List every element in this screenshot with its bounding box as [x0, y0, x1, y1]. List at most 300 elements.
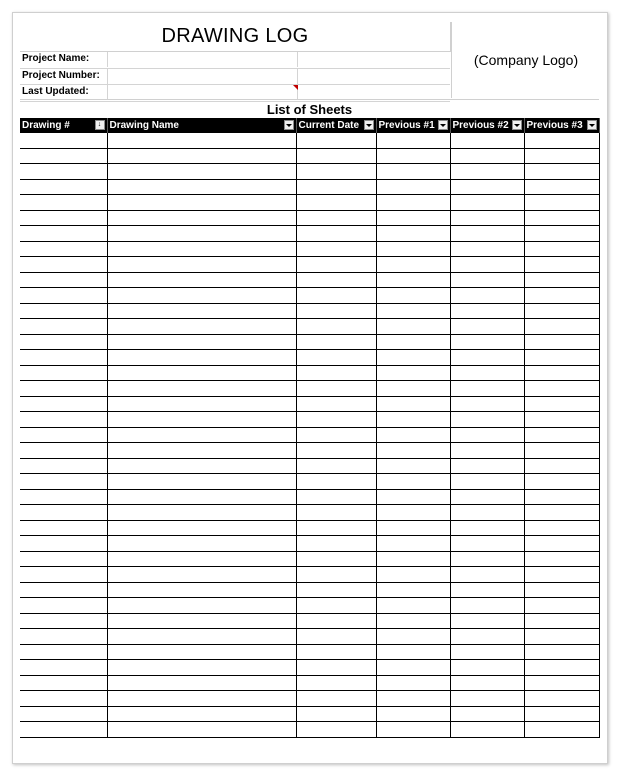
- table-cell[interactable]: [524, 365, 599, 381]
- table-cell[interactable]: [107, 458, 296, 474]
- table-cell[interactable]: [296, 551, 376, 567]
- table-row: [20, 210, 599, 226]
- table-cell[interactable]: [296, 396, 376, 412]
- table-row: [20, 365, 599, 381]
- table-cell[interactable]: [20, 288, 107, 304]
- table-cell[interactable]: [20, 582, 107, 598]
- table-cell[interactable]: [524, 241, 599, 257]
- table-cell[interactable]: [450, 443, 524, 459]
- table-cell[interactable]: [296, 722, 376, 738]
- table-cell[interactable]: [450, 551, 524, 567]
- table-cell[interactable]: [524, 427, 599, 443]
- table-cell[interactable]: [296, 458, 376, 474]
- table-cell[interactable]: [376, 691, 450, 707]
- last-updated-label: Last Updated:: [22, 86, 89, 97]
- table-cell[interactable]: [20, 722, 107, 738]
- table-cell[interactable]: [296, 629, 376, 645]
- table-cell[interactable]: [296, 567, 376, 583]
- table-cell[interactable]: [296, 582, 376, 598]
- table-cell[interactable]: [376, 179, 450, 195]
- table-cell[interactable]: [450, 598, 524, 614]
- table-cell[interactable]: [107, 660, 296, 676]
- table-cell[interactable]: [107, 179, 296, 195]
- table-cell[interactable]: [20, 644, 107, 660]
- table-cell[interactable]: [524, 195, 599, 211]
- table-cell[interactable]: [450, 722, 524, 738]
- project-name-row: [20, 52, 450, 69]
- table-cell[interactable]: [20, 691, 107, 707]
- table-row: [20, 303, 599, 319]
- table-cell[interactable]: [20, 443, 107, 459]
- table-cell[interactable]: [20, 675, 107, 691]
- table-cell[interactable]: [107, 505, 296, 521]
- table-cell[interactable]: [524, 598, 599, 614]
- table-cell[interactable]: [20, 474, 107, 490]
- table-cell[interactable]: [296, 613, 376, 629]
- table-cell[interactable]: [376, 567, 450, 583]
- table-cell[interactable]: [524, 257, 599, 273]
- table-cell[interactable]: [296, 241, 376, 257]
- table-cell[interactable]: [376, 722, 450, 738]
- table-cell[interactable]: [20, 598, 107, 614]
- page-title: DRAWING LOG: [20, 22, 451, 52]
- table-cell[interactable]: [376, 334, 450, 350]
- table-cell[interactable]: [296, 303, 376, 319]
- table-cell[interactable]: [524, 288, 599, 304]
- table-cell[interactable]: [376, 536, 450, 552]
- table-row: [20, 133, 599, 148]
- table-cell[interactable]: [376, 272, 450, 288]
- table-cell[interactable]: [20, 164, 107, 180]
- table-cell[interactable]: [450, 350, 524, 366]
- table-row: [20, 148, 599, 164]
- table-cell[interactable]: [296, 644, 376, 660]
- table-cell[interactable]: [524, 319, 599, 335]
- table-cell[interactable]: [20, 520, 107, 536]
- table-cell[interactable]: [524, 520, 599, 536]
- table-cell[interactable]: [296, 195, 376, 211]
- table-cell[interactable]: [107, 536, 296, 552]
- table-cell[interactable]: [524, 412, 599, 428]
- column-header: [450, 118, 524, 133]
- table-cell[interactable]: [450, 179, 524, 195]
- table-cell[interactable]: [524, 660, 599, 676]
- table-cell[interactable]: [450, 319, 524, 335]
- table-cell[interactable]: [450, 334, 524, 350]
- table-cell[interactable]: [107, 319, 296, 335]
- table-cell[interactable]: [450, 505, 524, 521]
- table-cell[interactable]: [450, 195, 524, 211]
- table-cell[interactable]: [107, 722, 296, 738]
- table-row: [20, 536, 599, 552]
- table-cell[interactable]: [107, 412, 296, 428]
- column-header: [20, 118, 107, 133]
- table-cell[interactable]: [450, 133, 524, 148]
- table-cell[interactable]: [107, 334, 296, 350]
- table-cell[interactable]: [296, 319, 376, 335]
- table-cell[interactable]: [524, 443, 599, 459]
- table-cell[interactable]: [376, 195, 450, 211]
- table-cell[interactable]: [296, 598, 376, 614]
- project-name-label: Project Name:: [22, 53, 90, 64]
- table-cell[interactable]: [524, 675, 599, 691]
- table-cell[interactable]: [107, 582, 296, 598]
- table-cell[interactable]: [296, 148, 376, 164]
- table-cell[interactable]: [296, 443, 376, 459]
- table-cell[interactable]: [107, 443, 296, 459]
- project-number-field[interactable]: [107, 69, 298, 84]
- table-cell[interactable]: [20, 427, 107, 443]
- table-cell[interactable]: [524, 164, 599, 180]
- table-cell[interactable]: [524, 210, 599, 226]
- table-cell[interactable]: [376, 629, 450, 645]
- table-cell[interactable]: [296, 334, 376, 350]
- table-cell[interactable]: [524, 474, 599, 490]
- table-cell[interactable]: [107, 474, 296, 490]
- table-row: [20, 644, 599, 660]
- table-cell[interactable]: [376, 241, 450, 257]
- table-cell[interactable]: [524, 381, 599, 397]
- filter-dropdown-icon[interactable]: [512, 120, 522, 130]
- table-cell[interactable]: [376, 613, 450, 629]
- table-cell[interactable]: [376, 551, 450, 567]
- table-cell[interactable]: [376, 474, 450, 490]
- table-body: [20, 133, 599, 737]
- table-cell[interactable]: [107, 567, 296, 583]
- table-cell[interactable]: [107, 551, 296, 567]
- filter-dropdown-icon[interactable]: [587, 120, 597, 130]
- table-row: [20, 195, 599, 211]
- table-cell[interactable]: [376, 226, 450, 242]
- table-cell[interactable]: [524, 272, 599, 288]
- table-cell[interactable]: [524, 148, 599, 164]
- table-cell[interactable]: [20, 660, 107, 676]
- table-cell[interactable]: [296, 536, 376, 552]
- table-cell[interactable]: [20, 148, 107, 164]
- table-cell[interactable]: [296, 412, 376, 428]
- table-cell[interactable]: [20, 365, 107, 381]
- table-cell[interactable]: [20, 303, 107, 319]
- filter-dropdown-icon[interactable]: [364, 120, 374, 130]
- column-header-label: Drawing Name: [109, 120, 179, 131]
- table-row: [20, 474, 599, 490]
- table-cell[interactable]: [376, 257, 450, 273]
- table-cell[interactable]: [450, 272, 524, 288]
- table-row: [20, 675, 599, 691]
- table-row: [20, 288, 599, 304]
- table-cell[interactable]: [376, 598, 450, 614]
- table-cell[interactable]: [107, 489, 296, 505]
- table-row: [20, 691, 599, 707]
- last-updated-field[interactable]: [107, 85, 298, 100]
- table-cell[interactable]: [107, 133, 296, 148]
- table-cell[interactable]: [524, 489, 599, 505]
- table-cell[interactable]: [20, 567, 107, 583]
- column-header: [107, 118, 296, 133]
- table-cell[interactable]: [376, 303, 450, 319]
- table-cell[interactable]: [524, 567, 599, 583]
- table-cell[interactable]: [20, 334, 107, 350]
- table-cell[interactable]: [524, 536, 599, 552]
- table-cell[interactable]: [107, 691, 296, 707]
- table-cell[interactable]: [524, 350, 599, 366]
- table-cell[interactable]: [296, 179, 376, 195]
- table-cell[interactable]: [296, 505, 376, 521]
- table-cell[interactable]: [450, 412, 524, 428]
- table-cell[interactable]: [107, 675, 296, 691]
- table-cell[interactable]: [376, 505, 450, 521]
- table-cell[interactable]: [376, 381, 450, 397]
- table-cell[interactable]: [376, 164, 450, 180]
- sheets-table-container: [20, 118, 599, 738]
- table-cell[interactable]: [376, 443, 450, 459]
- table-cell[interactable]: [524, 644, 599, 660]
- table-cell[interactable]: [296, 427, 376, 443]
- table-cell[interactable]: [524, 706, 599, 722]
- table-cell[interactable]: [107, 303, 296, 319]
- table-cell[interactable]: [296, 365, 376, 381]
- column-header-label: Current Date: [298, 120, 360, 131]
- table-cell[interactable]: [524, 722, 599, 738]
- table-row: [20, 551, 599, 567]
- table-cell[interactable]: [107, 613, 296, 629]
- table-cell[interactable]: [296, 660, 376, 676]
- table-cell[interactable]: [107, 644, 296, 660]
- table-cell[interactable]: [296, 288, 376, 304]
- table-cell[interactable]: [450, 381, 524, 397]
- sheets-table: [20, 118, 600, 738]
- table-cell[interactable]: [296, 133, 376, 148]
- comment-indicator-icon[interactable]: [293, 85, 298, 90]
- filter-dropdown-icon[interactable]: [438, 120, 448, 130]
- table-cell[interactable]: [20, 536, 107, 552]
- table-cell[interactable]: [296, 675, 376, 691]
- table-row: [20, 412, 599, 428]
- table-cell[interactable]: [20, 241, 107, 257]
- table-cell[interactable]: [450, 582, 524, 598]
- table-cell[interactable]: [107, 598, 296, 614]
- table-cell[interactable]: [450, 675, 524, 691]
- column-header: [524, 118, 599, 133]
- table-cell[interactable]: [296, 226, 376, 242]
- table-cell[interactable]: [524, 551, 599, 567]
- table-cell[interactable]: [107, 241, 296, 257]
- table-cell[interactable]: [20, 458, 107, 474]
- table-row: [20, 179, 599, 195]
- table-row: [20, 520, 599, 536]
- table-cell[interactable]: [376, 350, 450, 366]
- table-cell[interactable]: [376, 133, 450, 148]
- table-cell[interactable]: [376, 210, 450, 226]
- table-cell[interactable]: [524, 458, 599, 474]
- table-cell[interactable]: [450, 210, 524, 226]
- column-header-label: Previous #1: [378, 120, 435, 131]
- table-row: [20, 396, 599, 412]
- table-row: [20, 613, 599, 629]
- table-cell[interactable]: [107, 148, 296, 164]
- table-cell[interactable]: [20, 133, 107, 148]
- table-cell[interactable]: [524, 582, 599, 598]
- table-cell[interactable]: [450, 365, 524, 381]
- table-cell[interactable]: [524, 691, 599, 707]
- sort-az-icon[interactable]: ↓: [95, 120, 105, 130]
- table-cell[interactable]: [20, 706, 107, 722]
- table-row: [20, 489, 599, 505]
- table-header-row: [20, 118, 599, 133]
- table-row: [20, 722, 599, 738]
- table-cell[interactable]: [107, 164, 296, 180]
- table-cell[interactable]: [450, 644, 524, 660]
- table-cell[interactable]: [20, 319, 107, 335]
- table-cell[interactable]: [376, 582, 450, 598]
- table-cell[interactable]: [376, 644, 450, 660]
- table-cell[interactable]: [107, 381, 296, 397]
- table-cell[interactable]: [524, 505, 599, 521]
- table-cell[interactable]: [20, 257, 107, 273]
- table-cell[interactable]: [20, 210, 107, 226]
- table-cell[interactable]: [20, 272, 107, 288]
- column-header: [376, 118, 450, 133]
- project-info-block: [20, 52, 450, 102]
- table-cell[interactable]: [376, 396, 450, 412]
- table-cell[interactable]: [376, 489, 450, 505]
- table-row: [20, 319, 599, 335]
- table-cell[interactable]: [296, 520, 376, 536]
- table-cell[interactable]: [450, 660, 524, 676]
- table-cell[interactable]: [376, 520, 450, 536]
- filter-dropdown-icon[interactable]: [284, 120, 294, 130]
- table-cell[interactable]: [376, 365, 450, 381]
- table-row: [20, 598, 599, 614]
- company-logo-placeholder: (Company Logo): [451, 22, 600, 98]
- table-cell[interactable]: [20, 489, 107, 505]
- table-cell[interactable]: [376, 288, 450, 304]
- table-cell[interactable]: [524, 179, 599, 195]
- table-cell[interactable]: [107, 257, 296, 273]
- column-header-label: Drawing #: [22, 120, 70, 131]
- table-cell[interactable]: [450, 458, 524, 474]
- table-cell[interactable]: [296, 164, 376, 180]
- table-cell[interactable]: [450, 691, 524, 707]
- table-cell[interactable]: [450, 474, 524, 490]
- column-header: [296, 118, 376, 133]
- table-cell[interactable]: [450, 148, 524, 164]
- table-cell[interactable]: [450, 427, 524, 443]
- table-row: [20, 629, 599, 645]
- table-cell[interactable]: [450, 241, 524, 257]
- table-cell[interactable]: [296, 350, 376, 366]
- table-cell[interactable]: [450, 629, 524, 645]
- table-cell[interactable]: [450, 536, 524, 552]
- table-row: [20, 334, 599, 350]
- table-cell[interactable]: [296, 257, 376, 273]
- table-cell[interactable]: [296, 489, 376, 505]
- table-row: [20, 427, 599, 443]
- table-cell[interactable]: [107, 427, 296, 443]
- table-cell[interactable]: [450, 257, 524, 273]
- project-name-field[interactable]: [107, 52, 298, 67]
- table-cell[interactable]: [524, 396, 599, 412]
- table-cell[interactable]: [107, 195, 296, 211]
- table-row: [20, 567, 599, 583]
- table-cell[interactable]: [20, 613, 107, 629]
- table-cell[interactable]: [376, 660, 450, 676]
- table-cell[interactable]: [524, 226, 599, 242]
- table-cell[interactable]: [524, 133, 599, 148]
- column-header-label: Previous #3: [526, 120, 583, 131]
- table-cell[interactable]: [524, 613, 599, 629]
- table-cell[interactable]: [107, 396, 296, 412]
- table-cell[interactable]: [450, 613, 524, 629]
- table-cell[interactable]: [20, 412, 107, 428]
- table-cell[interactable]: [20, 505, 107, 521]
- table-cell[interactable]: [450, 706, 524, 722]
- table-cell[interactable]: [20, 195, 107, 211]
- table-cell[interactable]: [376, 706, 450, 722]
- project-number-row: [20, 69, 450, 86]
- table-cell[interactable]: [296, 706, 376, 722]
- table-cell[interactable]: [20, 396, 107, 412]
- table-cell[interactable]: [20, 226, 107, 242]
- table-cell[interactable]: [296, 691, 376, 707]
- table-cell[interactable]: [107, 365, 296, 381]
- table-row: [20, 272, 599, 288]
- table-cell[interactable]: [376, 319, 450, 335]
- table-cell[interactable]: [376, 148, 450, 164]
- table-cell[interactable]: [450, 288, 524, 304]
- table-cell[interactable]: [20, 381, 107, 397]
- table-cell[interactable]: [296, 272, 376, 288]
- table-cell[interactable]: [20, 179, 107, 195]
- table-cell[interactable]: [376, 412, 450, 428]
- table-cell[interactable]: [107, 272, 296, 288]
- table-cell[interactable]: [450, 567, 524, 583]
- table-cell[interactable]: [450, 520, 524, 536]
- table-cell[interactable]: [20, 551, 107, 567]
- table-cell[interactable]: [296, 210, 376, 226]
- table-cell[interactable]: [450, 396, 524, 412]
- table-cell[interactable]: [296, 381, 376, 397]
- table-row: [20, 257, 599, 273]
- table-row: [20, 505, 599, 521]
- table-cell[interactable]: [376, 458, 450, 474]
- table-cell[interactable]: [524, 303, 599, 319]
- table-cell[interactable]: [107, 288, 296, 304]
- table-cell[interactable]: [107, 629, 296, 645]
- table-cell[interactable]: [20, 350, 107, 366]
- table-cell[interactable]: [376, 427, 450, 443]
- table-cell[interactable]: [20, 629, 107, 645]
- table-cell[interactable]: [450, 489, 524, 505]
- table-cell[interactable]: [107, 706, 296, 722]
- table-cell[interactable]: [450, 303, 524, 319]
- table-row: [20, 381, 599, 397]
- column-header-label: Previous #2: [452, 120, 509, 131]
- table-cell[interactable]: [376, 675, 450, 691]
- table-cell[interactable]: [107, 350, 296, 366]
- table-cell[interactable]: [524, 629, 599, 645]
- table-cell[interactable]: [107, 210, 296, 226]
- table-cell[interactable]: [450, 164, 524, 180]
- table-cell[interactable]: [107, 520, 296, 536]
- table-row: [20, 350, 599, 366]
- table-cell[interactable]: [107, 226, 296, 242]
- table-row: [20, 706, 599, 722]
- table-row: [20, 164, 599, 180]
- table-cell[interactable]: [450, 226, 524, 242]
- table-cell[interactable]: [296, 474, 376, 490]
- table-cell[interactable]: [524, 334, 599, 350]
